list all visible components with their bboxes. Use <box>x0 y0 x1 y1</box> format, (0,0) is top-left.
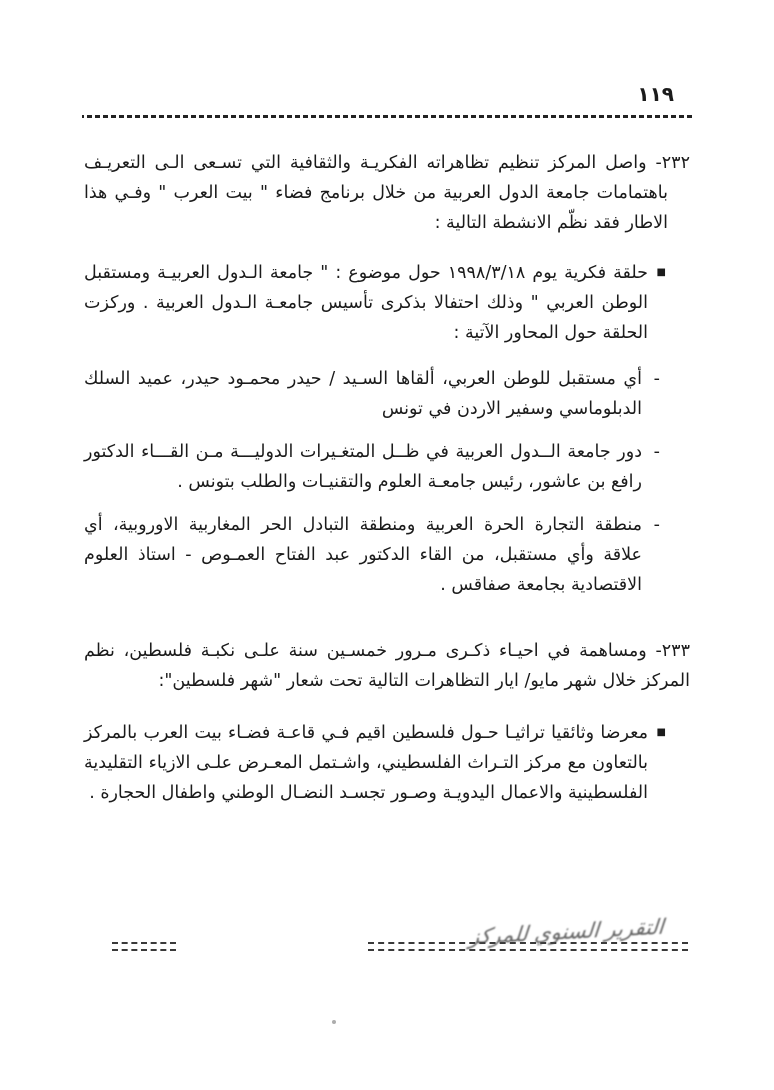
paragraph-233-text: ومساهمة في احيـاء ذكـرى مـرور خمسـين سنة علـى نكبـة فلسطين، نظم المركز خلال شهر مايو/ ايار التظاهرات التالية تحت شعار "شهر فلسطين": <box>84 641 690 691</box>
dash-item-3 <box>84 510 660 600</box>
bullet-item-exhibition-text: معرضا وثائقيا تراثيـا حـول فلسطين اقيم فـي قاعـة فضـاء بيت العرب بالمركز بالتعاون مع مركز التـراث الفلسطيني، واشـتمل المعـرض علـى الازياء التقليدية الفلسطينية والاعمال اليدويـة وصـور تجسـد النضـال الوطني واطفال الحجارة . <box>84 723 648 803</box>
dash-item-1-text: أي مستقبل للوطن العربي، ألقاها السـيد / حيدر محمـود حيدر، عميد السلك الدبلوماسي وسفير الاردن في تونس <box>84 369 642 419</box>
page-number: ١١٩ <box>637 82 674 106</box>
bullet-item-exhibition <box>84 718 666 808</box>
square-bullet-icon: ■ <box>656 727 666 738</box>
page-content <box>84 148 690 824</box>
footer-dashed-line-left <box>112 942 176 951</box>
dash-item-2 <box>84 437 660 497</box>
dash-marker: - <box>653 369 660 389</box>
dash-item-2-text: دور جامعة الــدول العربية في ظــل المتغـيرات الدوليـــة مـن القـــاء الدكتور رافع بن عاشور، رئيس جامعـة العلوم والتقنيـات والطلب بتونس . <box>84 442 642 492</box>
dash-item-1 <box>84 364 660 424</box>
paragraph-233 <box>84 636 690 696</box>
dash-item-3-text: منطقة التجارة الحرة العربية ومنطقة التبادل الحر المغاربية الاوروبية، أي علاقة وأي مستقبل، من القاء الدكتور عبد الفتاح العمـوص - استاذ العلوم الاقتصادية بجامعة صفاقس . <box>84 515 642 595</box>
bullet-item-seminar <box>84 258 666 348</box>
dash-marker: - <box>653 442 660 462</box>
paragraph-232-number: ٢٣٢- <box>655 153 690 173</box>
paragraph-232-text: واصل المركز تنظيم تظاهراته الفكريـة والثقافية التي تسـعى الـى التعريـف باهتمامات جامعة الدول العربية من خلال برنامج فضاء " بيت العرب " وفـي هذا الاطار فقد نظّم الانشطة التالية : <box>84 153 668 233</box>
stray-ink-mark <box>332 1020 336 1024</box>
dash-item-list <box>84 364 690 600</box>
handwritten-stamp: التقرير السنوي للمركز <box>468 914 665 950</box>
dash-marker: - <box>653 515 660 535</box>
bullet-item-seminar-text: حلقة فكرية يوم ١٩٩٨/٣/١٨ حول موضوع : " جامعة الـدول العربيـة ومستقبل الوطن العربي " وذلك احتفالا بذكرى تأسيس جامعـة الـدول العربية . وركزت الحلقة حول المحاور الآتية : <box>84 263 648 343</box>
square-bullet-icon: ■ <box>656 267 666 278</box>
paragraph-232 <box>84 148 690 238</box>
paragraph-233-number: ٢٣٣- <box>655 641 690 661</box>
top-dashed-rule <box>82 115 692 118</box>
